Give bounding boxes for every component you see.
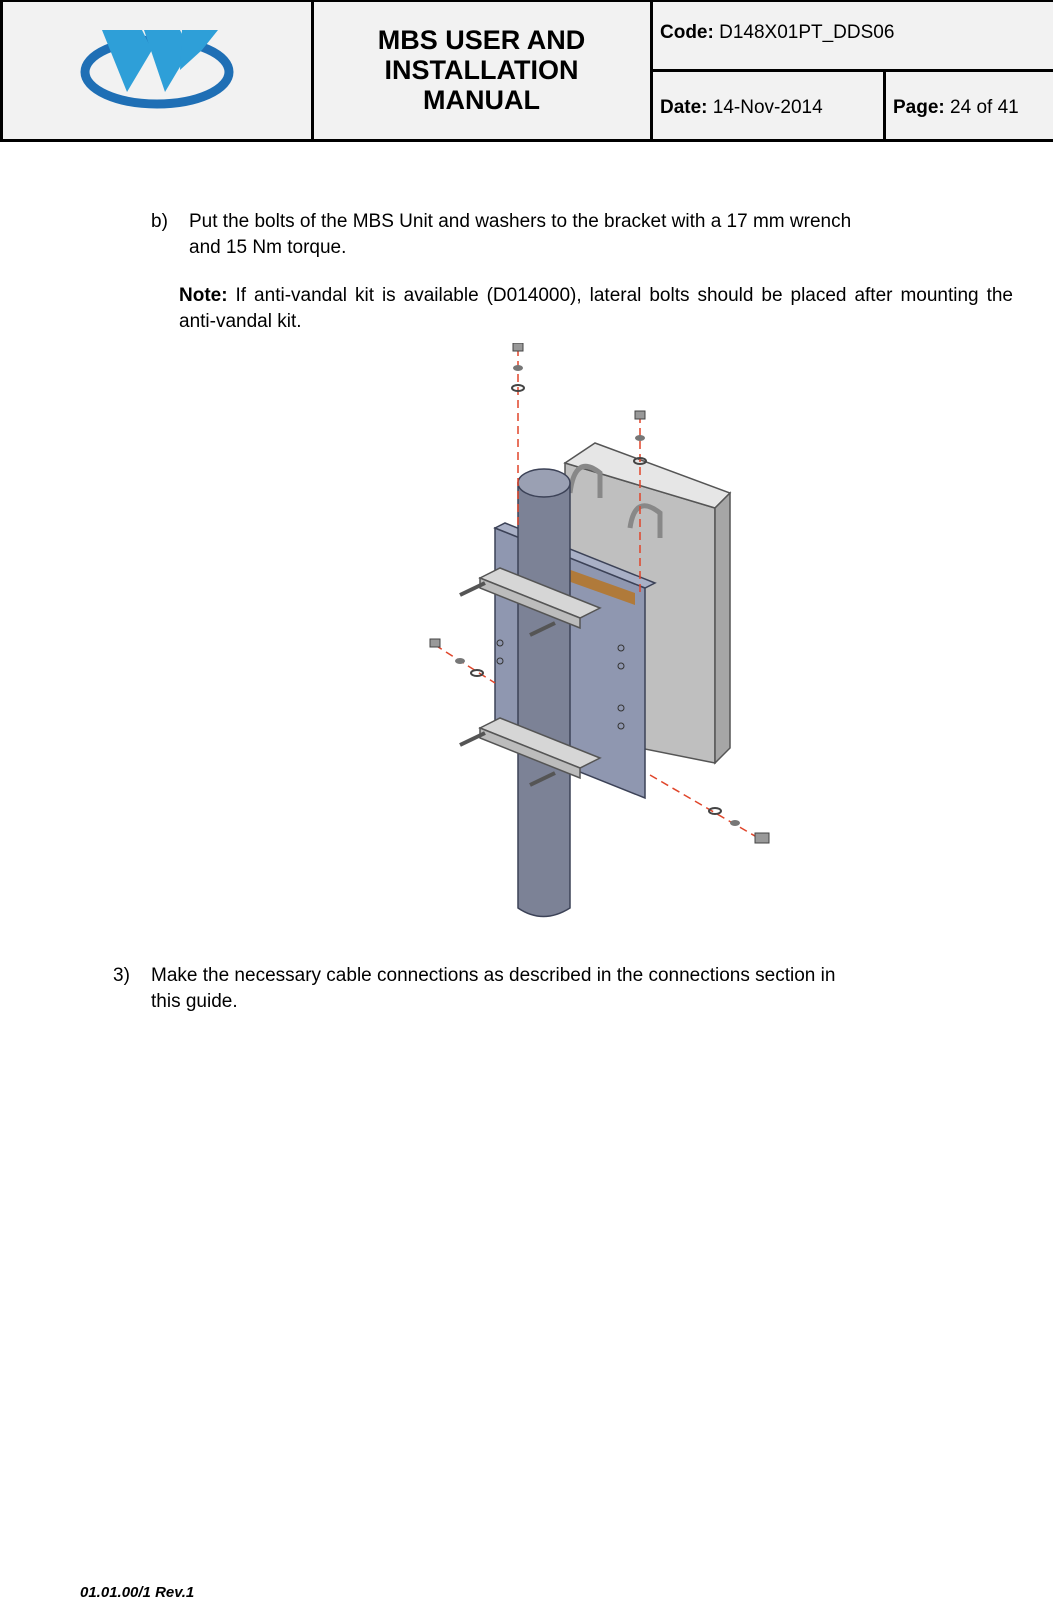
document-header bbox=[0, 0, 1053, 141]
note-label: Note: bbox=[179, 285, 228, 306]
step-3-text-line2: this guide. bbox=[151, 991, 238, 1012]
step-3-paragraph bbox=[113, 963, 1013, 1015]
page-label: Page: bbox=[893, 97, 945, 118]
note-paragraph bbox=[179, 283, 1013, 335]
step-3-text-line1: Make the necessary cable connections as described in the connections section in bbox=[151, 965, 836, 986]
document-title: MBS USER AND INSTALLATION MANUAL bbox=[377, 24, 586, 115]
company-logo-icon bbox=[2, 0, 311, 139]
step-b-marker: b) bbox=[151, 211, 168, 232]
date-value: 14-Nov-2014 bbox=[712, 97, 823, 118]
code-label: Code: bbox=[660, 22, 714, 43]
step-3-marker: 3) bbox=[113, 965, 130, 986]
code-value: D148X01PT_DDS06 bbox=[719, 22, 895, 43]
page-cell bbox=[885, 71, 1053, 139]
code-cell bbox=[652, 0, 1053, 69]
date-label: Date: bbox=[660, 97, 708, 118]
header-border-left bbox=[0, 0, 3, 141]
header-border-bottom bbox=[0, 139, 1053, 142]
page-value: 24 of 41 bbox=[950, 97, 1019, 118]
document-title-cell bbox=[313, 0, 650, 139]
date-cell bbox=[652, 71, 883, 139]
logo-cell bbox=[2, 0, 311, 139]
header-divider-1 bbox=[311, 0, 314, 141]
header-divider-3 bbox=[883, 69, 886, 141]
note-text: If anti-vandal kit is available (D014000), lateral bolts should be placed after mounting the anti-vandal kit. bbox=[179, 285, 1013, 332]
step-b-text-line1: Put the bolts of the MBS Unit and washers to the bracket with a 17 mm wrench bbox=[189, 211, 852, 232]
mbs-pole-mount-assembly-illustration bbox=[425, 343, 777, 925]
step-b-text-line2: and 15 Nm torque. bbox=[189, 237, 347, 258]
header-divider-row bbox=[650, 69, 1053, 72]
mbs-pole-mount-figure bbox=[425, 343, 777, 925]
footer-revision: 01.01.00/1 Rev.1 bbox=[80, 1584, 195, 1601]
header-border-top bbox=[0, 0, 1053, 2]
step-b-paragraph bbox=[151, 209, 1013, 261]
